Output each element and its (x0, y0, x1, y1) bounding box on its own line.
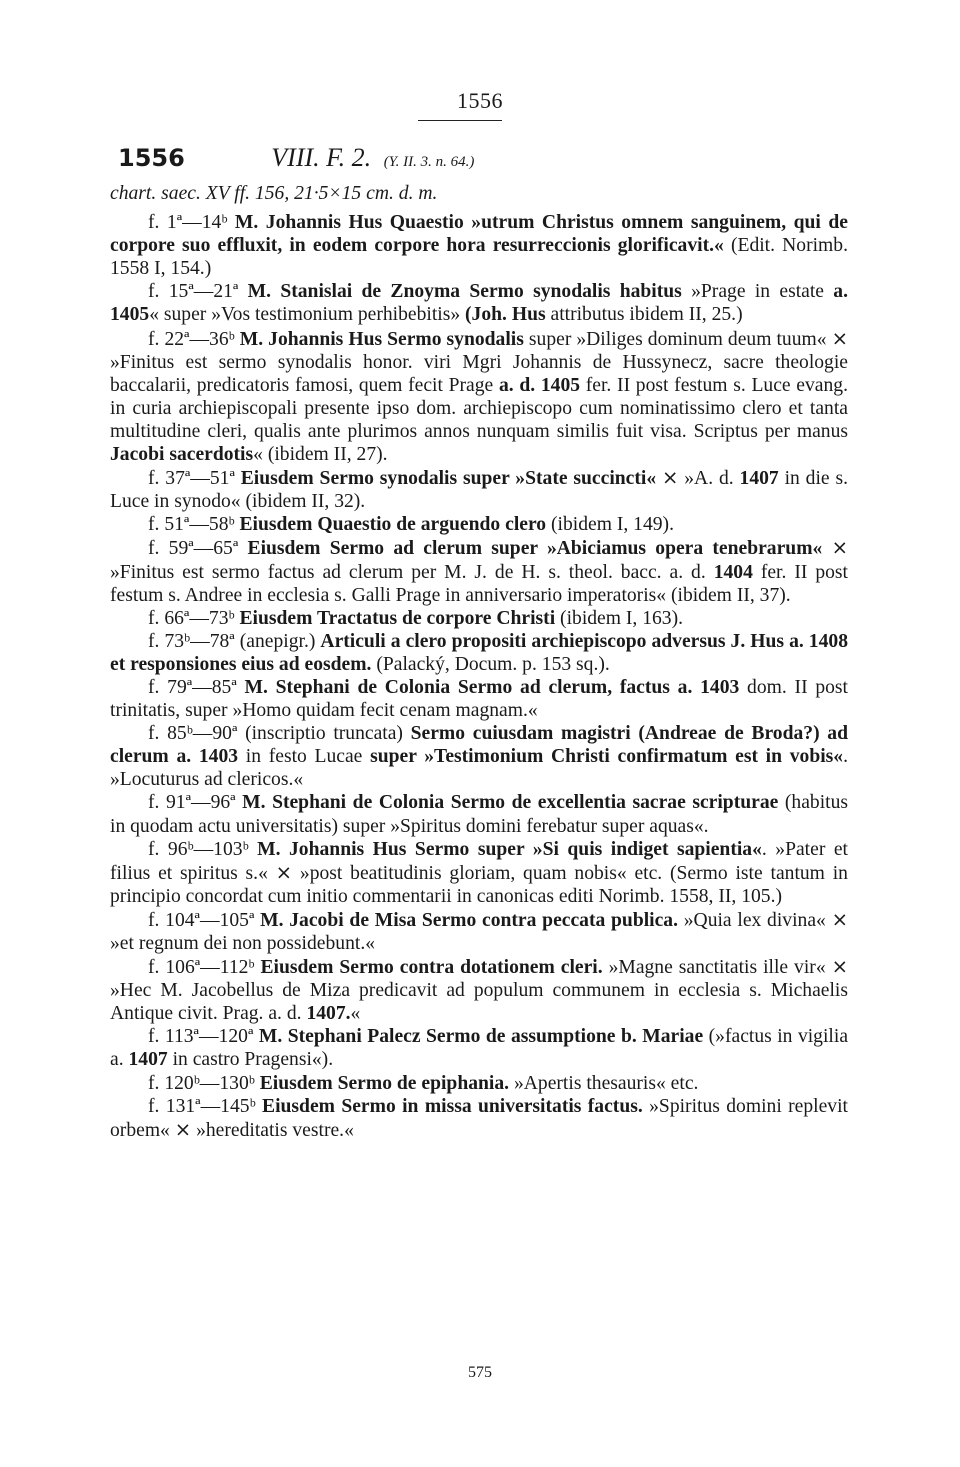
bold-text: Eiusdem Sermo in missa universitatis factus. (262, 1095, 643, 1117)
text: (Palacký, Docum. p. 153 sq.). (371, 653, 610, 675)
text: f. 85ᵇ—90ª (inscriptio truncata) (148, 723, 411, 745)
bold-text: super »Testimonium Christi confirmatum est in vobis« (370, 746, 844, 768)
bold-text: M. Johannis Hus Sermo super »Si quis indiget sapientia« (257, 838, 762, 860)
text: »Hec M. Jacobellus de Miza predicavit ad populum communem in ecclesia s. Michaelis Antique civit. Prag. a. d. (110, 980, 848, 1025)
text: f. 15ª—21ª (148, 281, 248, 303)
text: fer. II post festum s. Andree in ecclesia s. Galli Prage in anniversario imperatoris« (ibidem II, 37). (110, 561, 848, 606)
text: »Quia lex divina« (678, 909, 832, 931)
separator-mark: × (831, 326, 848, 350)
text: f. 96ᵇ—103ᵇ (148, 838, 258, 860)
text: . »Locuturus ad clericos.« (110, 746, 848, 791)
text: »Spiritus domini replevit orbem« (110, 1095, 848, 1141)
content-item (110, 607, 848, 630)
text: (»factus in vigilia a. (110, 1026, 849, 1071)
bold-text: Articuli a clero propositi archiepiscopo adversus J. Hus a. 1408 et responsiones eius ad eosdem. (110, 630, 848, 675)
content-item (110, 211, 848, 280)
text: fer. II post festum s. Luce evang. in curia archiepiscopali presente ipso dom. archiepiscopo cum nominatissimo clero et tanta multitudine cleri, qualis ante plurimos annos nunquam similis fuit visa. Scriptus per manus (110, 374, 848, 442)
text: »post beatitudinis gloriam, quam nobis« etc. (Sermo iste tantum in principio concordat cum initio commentarii in canonicas editi Norimb. 1558, II, 105.) (110, 862, 848, 907)
bold-text: a. 1405 (110, 281, 848, 326)
separator-mark: × (831, 536, 848, 560)
content-item (110, 466, 848, 513)
contents-list (110, 211, 848, 1142)
text: dom. II post trinitatis, super »Homo quidam fecit cenam magnam.« (110, 676, 849, 722)
text: f. 106ª—112ᵇ (148, 957, 261, 979)
text: f. 120ᵇ—130ᵇ (148, 1072, 260, 1094)
text: f. 73ᵇ—78ª (anepigr.) (148, 630, 321, 652)
content-item (110, 513, 848, 536)
separator-mark: × (831, 955, 848, 979)
text: « super »Vos testimonium perhibebitis» (149, 304, 466, 326)
bold-text: Sermo cuiusdam magistri (Andreae de Broda?) ad clerum a. 1403 (110, 723, 848, 768)
entry-number: 1556 (118, 144, 185, 172)
text: »hereditatis vestre.« (191, 1119, 354, 1141)
content-item (110, 536, 848, 606)
old-signature: (Y. II. 3. n. 64.) (383, 154, 475, 170)
bold-text: M. Jacobi de Misa Sermo contra peccata publica. (260, 909, 678, 931)
bold-text: 1407 (128, 1049, 168, 1071)
bold-text: (Joh. Hus (465, 304, 546, 326)
bold-text: a. d. 1405 (498, 374, 581, 396)
content-item (110, 838, 848, 908)
text: (Edit. Norimb. 1558 I, 154.) (110, 235, 848, 280)
text: f. 104ª—105ª (148, 909, 261, 931)
text: »A. d. (678, 468, 740, 490)
bold-text: 1407. (306, 1003, 351, 1025)
text: f. 37ª—51ª (148, 468, 241, 490)
bold-text: Eiusdem Sermo de epiphania. (259, 1072, 510, 1094)
text: in festo Lucae (238, 746, 371, 768)
content-item (110, 327, 848, 467)
page-number: 575 (468, 1364, 492, 1381)
catalog-entry (110, 142, 848, 1142)
text: »Apertis thesauris« etc. (509, 1072, 699, 1094)
content-item (110, 280, 848, 326)
text: f. 79ª—85ª (148, 676, 245, 698)
separator-mark: × (661, 466, 679, 490)
content-item (110, 676, 848, 722)
bold-text: M. Johannis Hus Sermo synodalis (239, 328, 524, 350)
bold-text: Jacobi sacerdotis (110, 444, 254, 466)
text: f. 1ª—14ᵇ (148, 212, 235, 234)
content-item (110, 1025, 848, 1071)
bold-text: M. Johannis Hus Quaestio »utrum Christus omnem sanguinem, qui de corpore suo effluxit, in eodem corpore hora resurreccionis glorificavit.« (110, 212, 848, 257)
bold-text: Eiusdem Tractatus de corpore Christi (239, 607, 556, 629)
bold-text: 1404 (713, 561, 753, 583)
bold-text: 1407 (739, 468, 779, 490)
text: »Finitus est sermo factus ad clerum per M. J. de H. s. theol. bacc. a. d. (110, 561, 714, 583)
text: « (350, 1003, 361, 1025)
text: (ibidem I, 149). (546, 514, 674, 536)
content-item (110, 630, 848, 676)
text: »et regnum dei non possidebunt.« (110, 933, 376, 954)
text: f. 66ª—73ᵇ (148, 607, 240, 629)
content-item (110, 955, 848, 1025)
entry-header (110, 142, 848, 178)
text (822, 538, 831, 559)
text: (habitus in quodam actu universitatis) super »Spiritus domini ferebatur super aquas«. (110, 792, 849, 837)
text: . »Pater et filius et spiritus s.« (110, 838, 848, 884)
text: f. 59ª—65ª (148, 538, 248, 560)
bold-text: M. Stephani Palecz Sermo de assumptione b. Mariae (258, 1026, 704, 1048)
text: « (ibidem II, 27). (253, 444, 388, 466)
content-item (110, 791, 848, 837)
bold-text: M. Stanislai de Znoyma Sermo synodalis habitus (247, 281, 682, 303)
text: »Magne sanctitatis ille vir« (602, 957, 832, 979)
content-item (110, 1072, 848, 1095)
shelfmark: VIII. F. 2. (271, 143, 372, 172)
text: in die s. Luce in synodo« (ibidem II, 32). (110, 468, 848, 513)
text: (ibidem I, 163). (555, 607, 684, 629)
content-item (110, 1095, 848, 1142)
separator-mark: × (275, 860, 293, 884)
text: »Prage in estate (681, 281, 834, 303)
text: f. 22ª—36ᵇ (148, 328, 240, 350)
text: f. 91ª—96ª (148, 792, 243, 814)
text: f. 51ª—58ᵇ (148, 514, 240, 536)
bold-text: Eiusdem Sermo contra dotationem cleri. (260, 957, 603, 979)
bold-text: Eiusdem Quaestio de arguendo clero (239, 514, 547, 536)
bold-text: M. Stephani de Colonia Sermo ad clerum, factus a. 1403 (244, 676, 740, 698)
bold-text: Eiusdem Sermo ad clerum super »Abiciamus opera tenebrarum« (247, 538, 823, 560)
separator-mark: × (831, 907, 848, 931)
text: super »Diliges dominum deum tuum« (523, 328, 832, 350)
text: f. 131ª—145ᵇ (148, 1095, 263, 1117)
content-item (110, 722, 848, 791)
text: attributus ibidem II, 25.) (545, 304, 743, 326)
separator-mark: × (174, 1117, 192, 1141)
bold-text: Eiusdem Sermo synodalis super »State succincti« (240, 468, 657, 490)
text: f. 113ª—120ª (148, 1026, 259, 1048)
content-item (110, 908, 848, 955)
head-rule (418, 120, 502, 121)
bold-text: M. Stephani de Colonia Sermo de excellentia sacrae scripturae (242, 792, 779, 814)
running-head: 1556 (457, 88, 503, 113)
text: in castro Pragensi«). (167, 1049, 334, 1071)
physical-description: chart. saec. XV ff. 156, 21·5×15 cm. d. m. (110, 183, 438, 204)
text: »Finitus est sermo synodalis honor. viri Mgri Johannis de Hussynecz, sacre theologie baccalarii, predicatoris famosi, quem fecit Prage (110, 351, 848, 396)
